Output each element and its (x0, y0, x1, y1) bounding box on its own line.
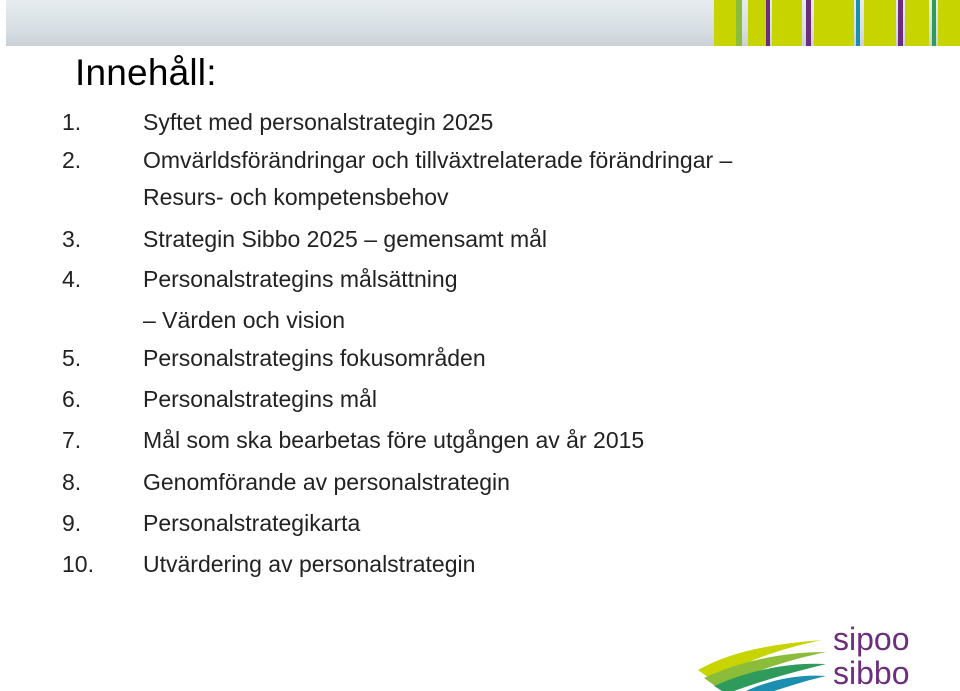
item-number: 9. (62, 510, 82, 536)
item-text: Mål som ska bearbetas före utgången av år 2015 (143, 427, 645, 453)
item-number: 5. (62, 345, 82, 371)
slide-title: Innehåll: (75, 52, 217, 93)
item-text: Personalstrategins mål (143, 386, 377, 412)
item-number: 7. (62, 427, 82, 453)
item-number: 6. (62, 386, 82, 412)
item-number: 3. (62, 226, 82, 252)
item-text: Omvärldsförändringar och tillväxtrelaterade förändringar – (143, 147, 733, 173)
item-number: 1. (62, 109, 82, 135)
item-number: 4. (62, 266, 82, 292)
item-text: Personalstrategins fokusområden (143, 345, 486, 371)
sub-item-text: – Värden och vision (143, 307, 346, 333)
item-number: 8. (62, 469, 82, 495)
sipoo-sibbo-wave-logo-icon (694, 622, 950, 691)
item-text: Syftet med personalstrategin 2025 (143, 109, 494, 135)
logo-text-sipoo: sipoo (833, 621, 910, 657)
logo-text-sibbo: sibbo (833, 655, 910, 691)
item-text: Strategin Sibbo 2025 – gemensamt mål (143, 226, 548, 252)
item-text: Utvärdering av personalstrategin (143, 551, 476, 577)
item-text: Genomförande av personalstrategin (143, 469, 510, 495)
item-text: Personalstrategins målsättning (143, 266, 458, 292)
item-number: 2. (62, 147, 82, 173)
item-number: 10. (62, 551, 94, 577)
item-text: Personalstrategikarta (143, 510, 361, 536)
item-text-continuation: Resurs- och kompetensbehov (143, 184, 449, 210)
